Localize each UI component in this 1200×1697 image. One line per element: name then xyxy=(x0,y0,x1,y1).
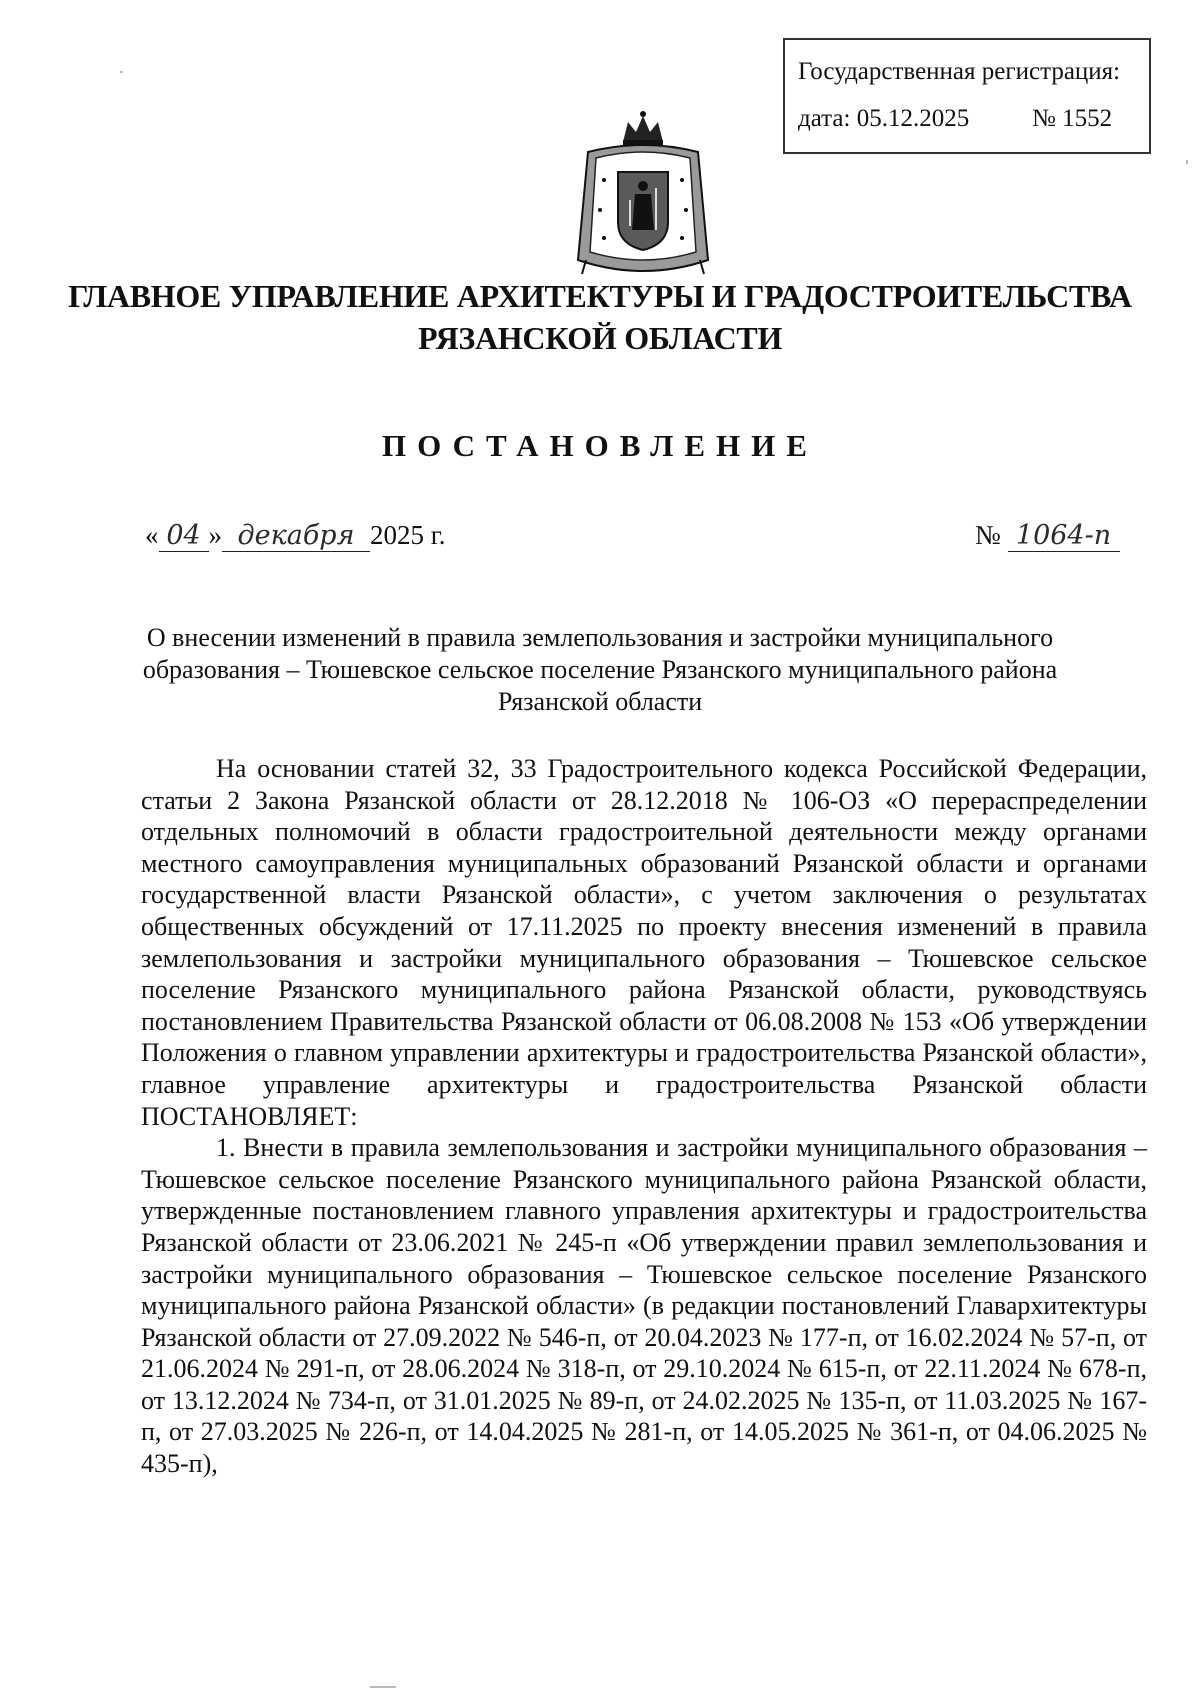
document-type: ПОСТАНОВЛЕНИЕ xyxy=(382,428,818,463)
scan-artifact xyxy=(1186,160,1188,164)
organization-title-line2: РЯЗАНСКОЙ ОБЛАСТИ xyxy=(417,320,783,356)
body-preamble: На основании статей 32, 33 Градостроительного кодекса Российской Федерации, статьи 2 Закона Рязанской области от 28.12.2018 № 106-ОЗ «О перераспределении отдельных полномочий в области градостроительной деятельности между органами местного самоуправления муниципальных образований Рязанской области и органами государственной власти Рязанской области», с учетом заключения о результатах общественных обсуждений от 17.11.2025 по проекту внесения изменений в правила землепользования и застройки муниципального образования – Тюшевское сельское поселение Рязанского муниципального района Рязанской области, руководствуясь постановлением Правительства Рязанской области от 06.08.2008 № 153 «Об утверждении Положения о главном управлении архитектуры и градостроительства Рязанской области», главное управление архитектуры и градостроительства Рязанской области ПОСТАНОВЛЯЕТ: xyxy=(141,754,1147,1131)
date-open-quote: « xyxy=(145,520,159,550)
document-number xyxy=(975,520,1120,552)
document-date xyxy=(145,520,446,552)
registration-title: Государственная регистрация: xyxy=(798,58,1121,85)
date-day: 04 xyxy=(159,520,209,552)
number-value: 1064-п xyxy=(1008,520,1120,552)
document-body xyxy=(141,753,1147,1480)
document-subject: О внесении изменений в правила землепользования и застройки муниципального образования – Тюшевское сельское поселение Рязанского муниципального района Рязанской области xyxy=(142,623,1058,716)
date-year: 2025 г. xyxy=(370,520,446,550)
registration-stamp xyxy=(783,38,1151,154)
date-close-quote: » xyxy=(208,520,222,550)
registration-number: № 1552 xyxy=(1032,105,1113,132)
date-month: декабря xyxy=(222,520,370,552)
registration-date: дата: 05.12.2025 xyxy=(798,105,970,132)
number-prefix: № xyxy=(975,520,1001,550)
scan-artifact xyxy=(120,71,123,73)
body-item-1: 1. Внести в правила землепользования и застройки муниципального образования – Тюшевское сельское поселение Рязанского муниципального района Рязанской области, утвержденные постановлением главного управления архитектуры и градостроительства Рязанской области от 23.06.2021 № 245-п «Об утверждении правил землепользования и застройки муниципального образования – Тюшевское сельское поселение Рязанского муниципального района Рязанской области» (в редакции постановлений Главархитектуры Рязанской области от 27.09.2022 № 546-п, от 20.04.2023 № 177-п, от 16.02.2024 № 57-п, от 21.06.2024 № 291-п, от 28.06.2024 № 318-п, от 29.10.2024 № 615-п, от 22.11.2024 № 678-п, от 13.12.2024 № 734-п, от 31.01.2025 № 89-п, от 24.02.2025 № 135-п, от 11.03.2025 № 167-п, от 27.03.2025 № 226-п, от 14.04.2025 № 281-п, от 14.05.2025 № 361-п, от 04.06.2025 № 435-п), xyxy=(141,1133,1147,1479)
scan-artifact xyxy=(370,1686,396,1688)
organization-title-line1: ГЛАВНОЕ УПРАВЛЕНИЕ АРХИТЕКТУРЫ И ГРАДОСТРОИТЕЛЬСТВА xyxy=(68,278,1132,314)
organization-title xyxy=(0,275,1200,359)
coat-of-arms-icon xyxy=(568,110,718,278)
